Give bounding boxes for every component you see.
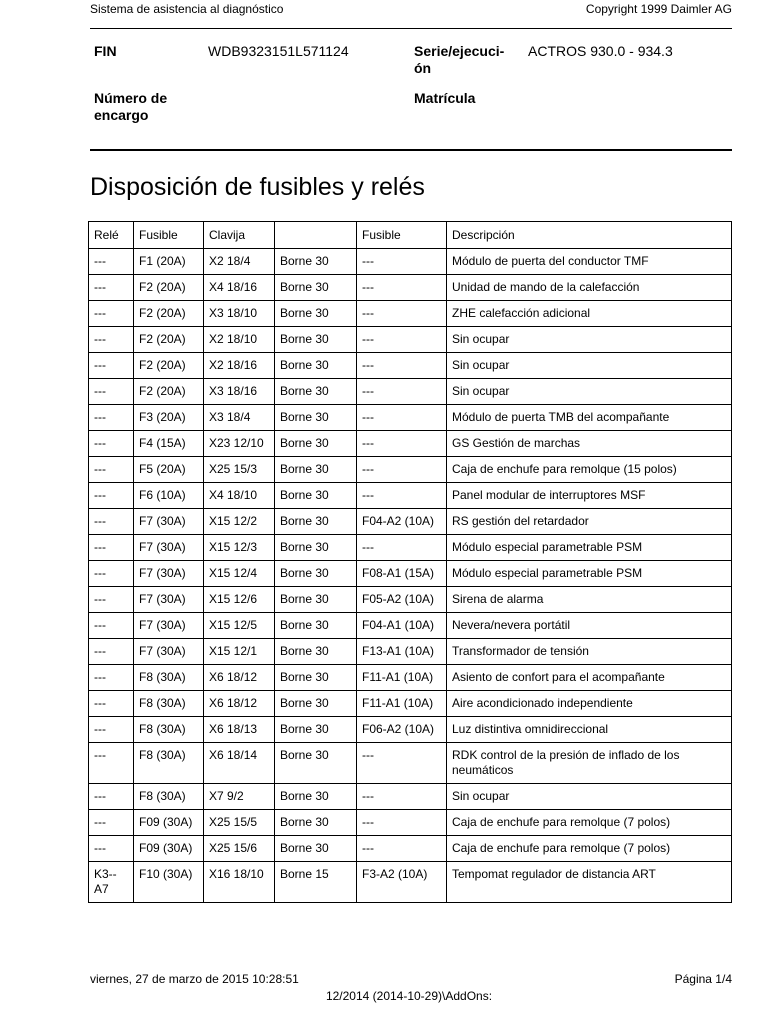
cell-borne: Borne 30 — [275, 717, 357, 743]
cell-fusible-2: --- — [357, 810, 447, 836]
cell-descripcion: Módulo especial parametrable PSM — [447, 535, 732, 561]
cell-rele: --- — [89, 784, 134, 810]
fin-value: WDB9323151L571124 — [208, 43, 349, 59]
cell-rele: --- — [89, 457, 134, 483]
cell-rele: --- — [89, 691, 134, 717]
cell-clavija: X25 15/3 — [204, 457, 275, 483]
cell-clavija: X3 18/16 — [204, 379, 275, 405]
cell-borne: Borne 30 — [275, 535, 357, 561]
cell-fusible: F7 (30A) — [134, 613, 204, 639]
matricula-label: Matrícula — [414, 90, 476, 106]
cell-rele: --- — [89, 665, 134, 691]
cell-fusible: F7 (30A) — [134, 587, 204, 613]
cell-borne: Borne 30 — [275, 836, 357, 862]
cell-borne: Borne 30 — [275, 431, 357, 457]
table-body — [89, 249, 732, 903]
cell-fusible: F8 (30A) — [134, 784, 204, 810]
serie-label-line2: ón — [414, 60, 432, 76]
table-row — [89, 639, 732, 665]
footer-page-number: Página 1/4 — [674, 972, 732, 986]
cell-borne: Borne 30 — [275, 665, 357, 691]
cell-descripcion: Asiento de confort para el acompañante — [447, 665, 732, 691]
cell-descripcion: Caja de enchufe para remolque (15 polos) — [447, 457, 732, 483]
cell-clavija: X15 12/4 — [204, 561, 275, 587]
cell-fusible-2: --- — [357, 431, 447, 457]
cell-descripcion: RS gestión del retardador — [447, 509, 732, 535]
table-row — [89, 810, 732, 836]
cell-clavija: X15 12/5 — [204, 613, 275, 639]
vehicle-info — [90, 29, 732, 151]
cell-fusible-2: F3-A2 (10A) — [357, 862, 447, 903]
cell-clavija: X6 18/12 — [204, 665, 275, 691]
table-row — [89, 743, 732, 784]
cell-clavija: X6 18/12 — [204, 691, 275, 717]
table-row — [89, 836, 732, 862]
cell-rele: --- — [89, 639, 134, 665]
table-row — [89, 301, 732, 327]
cell-clavija: X15 12/6 — [204, 587, 275, 613]
cell-fusible-2: F13-A1 (10A) — [357, 639, 447, 665]
cell-descripcion: Sin ocupar — [447, 379, 732, 405]
table-row — [89, 613, 732, 639]
page-title: Disposición de fusibles y relés — [90, 173, 425, 201]
cell-borne: Borne 30 — [275, 691, 357, 717]
table-row — [89, 561, 732, 587]
cell-fusible: F2 (20A) — [134, 275, 204, 301]
cell-fusible: F7 (30A) — [134, 561, 204, 587]
cell-descripcion: Sirena de alarma — [447, 587, 732, 613]
cell-rele: --- — [89, 561, 134, 587]
cell-descripcion: Transformador de tensión — [447, 639, 732, 665]
cell-borne: Borne 30 — [275, 301, 357, 327]
table-row — [89, 717, 732, 743]
cell-fusible: F7 (30A) — [134, 535, 204, 561]
cell-fusible-2: F06-A2 (10A) — [357, 717, 447, 743]
cell-clavija: X6 18/14 — [204, 743, 275, 784]
cell-rele: --- — [89, 836, 134, 862]
cell-fusible-2: --- — [357, 379, 447, 405]
cell-descripcion: Módulo de puerta del conductor TMF — [447, 249, 732, 275]
cell-fusible: F2 (20A) — [134, 301, 204, 327]
table-row — [89, 535, 732, 561]
cell-descripcion: Caja de enchufe para remolque (7 polos) — [447, 810, 732, 836]
cell-borne: Borne 30 — [275, 405, 357, 431]
table-row — [89, 353, 732, 379]
table-row — [89, 483, 732, 509]
cell-fusible: F3 (20A) — [134, 405, 204, 431]
cell-fusible-2: F11-A1 (10A) — [357, 691, 447, 717]
table-row — [89, 327, 732, 353]
table-row — [89, 862, 732, 903]
cell-descripcion: Módulo especial parametrable PSM — [447, 561, 732, 587]
cell-descripcion: Aire acondicionado independiente — [447, 691, 732, 717]
cell-fusible-2: --- — [357, 457, 447, 483]
table-row — [89, 457, 732, 483]
cell-fusible: F2 (20A) — [134, 379, 204, 405]
copyright: Copyright 1999 Daimler AG — [585, 2, 732, 16]
cell-fusible-2: --- — [357, 327, 447, 353]
cell-borne: Borne 30 — [275, 353, 357, 379]
fuse-relay-table — [88, 221, 732, 903]
serie-label — [414, 43, 504, 77]
table-row — [89, 691, 732, 717]
col-header-fusible: Fusible — [134, 222, 204, 249]
cell-descripcion: Nevera/nevera portátil — [447, 613, 732, 639]
cell-rele: --- — [89, 405, 134, 431]
encargo-label-line1: Número de — [94, 90, 168, 106]
cell-clavija: X2 18/10 — [204, 327, 275, 353]
cell-fusible-2: --- — [357, 249, 447, 275]
col-header-borne — [275, 222, 357, 249]
cell-rele: --- — [89, 249, 134, 275]
col-header-descripcion: Descripción — [447, 222, 732, 249]
cell-clavija: X3 18/10 — [204, 301, 275, 327]
cell-rele: --- — [89, 810, 134, 836]
table-row — [89, 379, 732, 405]
cell-borne: Borne 30 — [275, 249, 357, 275]
cell-rele: --- — [89, 353, 134, 379]
cell-fusible: F5 (20A) — [134, 457, 204, 483]
cell-fusible: F7 (30A) — [134, 509, 204, 535]
cell-rele: --- — [89, 431, 134, 457]
cell-descripcion: Sin ocupar — [447, 784, 732, 810]
cell-clavija: X6 18/13 — [204, 717, 275, 743]
cell-borne: Borne 30 — [275, 457, 357, 483]
cell-rele: --- — [89, 717, 134, 743]
col-header-fusible-2: Fusible — [357, 222, 447, 249]
encargo-label — [94, 90, 167, 124]
cell-borne: Borne 30 — [275, 327, 357, 353]
cell-clavija: X25 15/6 — [204, 836, 275, 862]
cell-fusible: F8 (30A) — [134, 743, 204, 784]
cell-fusible-2: F04-A1 (10A) — [357, 613, 447, 639]
cell-fusible-2: --- — [357, 535, 447, 561]
cell-borne: Borne 30 — [275, 743, 357, 784]
cell-descripcion: Sin ocupar — [447, 353, 732, 379]
cell-descripcion: Caja de enchufe para remolque (7 polos) — [447, 836, 732, 862]
cell-fusible: F09 (30A) — [134, 836, 204, 862]
cell-borne: Borne 30 — [275, 275, 357, 301]
table-row — [89, 275, 732, 301]
table-row — [89, 405, 732, 431]
cell-fusible-2: F08-A1 (15A) — [357, 561, 447, 587]
cell-clavija: X2 18/4 — [204, 249, 275, 275]
cell-fusible-2: --- — [357, 353, 447, 379]
cell-fusible: F4 (15A) — [134, 431, 204, 457]
cell-fusible: F1 (20A) — [134, 249, 204, 275]
cell-clavija: X7 9/2 — [204, 784, 275, 810]
cell-borne: Borne 30 — [275, 784, 357, 810]
footer-version: 12/2014 (2014-10-29)\AddOns: — [325, 989, 493, 1003]
cell-fusible-2: --- — [357, 275, 447, 301]
cell-fusible: F8 (30A) — [134, 665, 204, 691]
cell-borne: Borne 15 — [275, 862, 357, 903]
cell-descripcion: Luz distintiva omnidireccional — [447, 717, 732, 743]
serie-value: ACTROS 930.0 - 934.3 — [528, 43, 673, 59]
cell-fusible: F8 (30A) — [134, 717, 204, 743]
cell-clavija: X4 18/10 — [204, 483, 275, 509]
cell-rele: --- — [89, 483, 134, 509]
cell-rele: --- — [89, 509, 134, 535]
cell-descripcion: Módulo de puerta TMB del acompañante — [447, 405, 732, 431]
table-header-row — [89, 222, 732, 249]
cell-descripcion: RDK control de la presión de inflado de los neumáticos — [447, 743, 732, 784]
cell-clavija: X15 12/3 — [204, 535, 275, 561]
cell-descripcion: Tempomat regulador de distancia ART — [447, 862, 732, 903]
cell-rele: --- — [89, 743, 134, 784]
cell-fusible-2: --- — [357, 301, 447, 327]
cell-borne: Borne 30 — [275, 379, 357, 405]
cell-descripcion: Unidad de mando de la calefacción — [447, 275, 732, 301]
table-row — [89, 784, 732, 810]
cell-clavija: X4 18/16 — [204, 275, 275, 301]
cell-fusible: F6 (10A) — [134, 483, 204, 509]
cell-borne: Borne 30 — [275, 509, 357, 535]
cell-borne: Borne 30 — [275, 587, 357, 613]
cell-fusible-2: --- — [357, 743, 447, 784]
cell-fusible-2: --- — [357, 483, 447, 509]
cell-rele: --- — [89, 275, 134, 301]
col-header-clavija: Clavija — [204, 222, 275, 249]
cell-fusible-2: --- — [357, 784, 447, 810]
cell-borne: Borne 30 — [275, 561, 357, 587]
cell-fusible: F7 (30A) — [134, 639, 204, 665]
cell-fusible-2: F05-A2 (10A) — [357, 587, 447, 613]
cell-clavija: X25 15/5 — [204, 810, 275, 836]
cell-rele: --- — [89, 327, 134, 353]
system-name: Sistema de asistencia al diagnóstico — [90, 2, 284, 16]
cell-fusible: F10 (30A) — [134, 862, 204, 903]
col-header-rele: Relé — [89, 222, 134, 249]
cell-descripcion: GS Gestión de marchas — [447, 431, 732, 457]
table-row — [89, 249, 732, 275]
cell-fusible-2: F11-A1 (10A) — [357, 665, 447, 691]
cell-clavija: X3 18/4 — [204, 405, 275, 431]
cell-fusible-2: --- — [357, 405, 447, 431]
cell-fusible-2: F04-A2 (10A) — [357, 509, 447, 535]
cell-fusible: F2 (20A) — [134, 353, 204, 379]
cell-borne: Borne 30 — [275, 810, 357, 836]
cell-borne: Borne 30 — [275, 483, 357, 509]
page-header — [90, 0, 732, 29]
cell-rele: --- — [89, 301, 134, 327]
fin-label: FIN — [94, 43, 117, 59]
cell-descripcion: ZHE calefacción adicional — [447, 301, 732, 327]
cell-borne: Borne 30 — [275, 613, 357, 639]
encargo-label-line2: encargo — [94, 107, 149, 123]
cell-clavija: X15 12/1 — [204, 639, 275, 665]
cell-descripcion: Sin ocupar — [447, 327, 732, 353]
cell-rele: --- — [89, 379, 134, 405]
table-row — [89, 431, 732, 457]
table-row — [89, 587, 732, 613]
cell-rele: --- — [89, 613, 134, 639]
table-row — [89, 665, 732, 691]
cell-descripcion: Panel modular de interruptores MSF — [447, 483, 732, 509]
cell-borne: Borne 30 — [275, 639, 357, 665]
cell-clavija: X15 12/2 — [204, 509, 275, 535]
serie-label-line1: Serie/ejecuci- — [414, 43, 505, 59]
footer-datetime: viernes, 27 de marzo de 2015 10:28:51 — [90, 972, 299, 986]
cell-fusible-2: --- — [357, 836, 447, 862]
cell-clavija: X16 18/10 — [204, 862, 275, 903]
cell-rele: K3--A7 — [89, 862, 134, 903]
cell-fusible: F8 (30A) — [134, 691, 204, 717]
table-row — [89, 509, 732, 535]
cell-clavija: X23 12/10 — [204, 431, 275, 457]
cell-rele: --- — [89, 535, 134, 561]
cell-rele: --- — [89, 587, 134, 613]
cell-clavija: X2 18/16 — [204, 353, 275, 379]
cell-fusible: F09 (30A) — [134, 810, 204, 836]
cell-fusible: F2 (20A) — [134, 327, 204, 353]
